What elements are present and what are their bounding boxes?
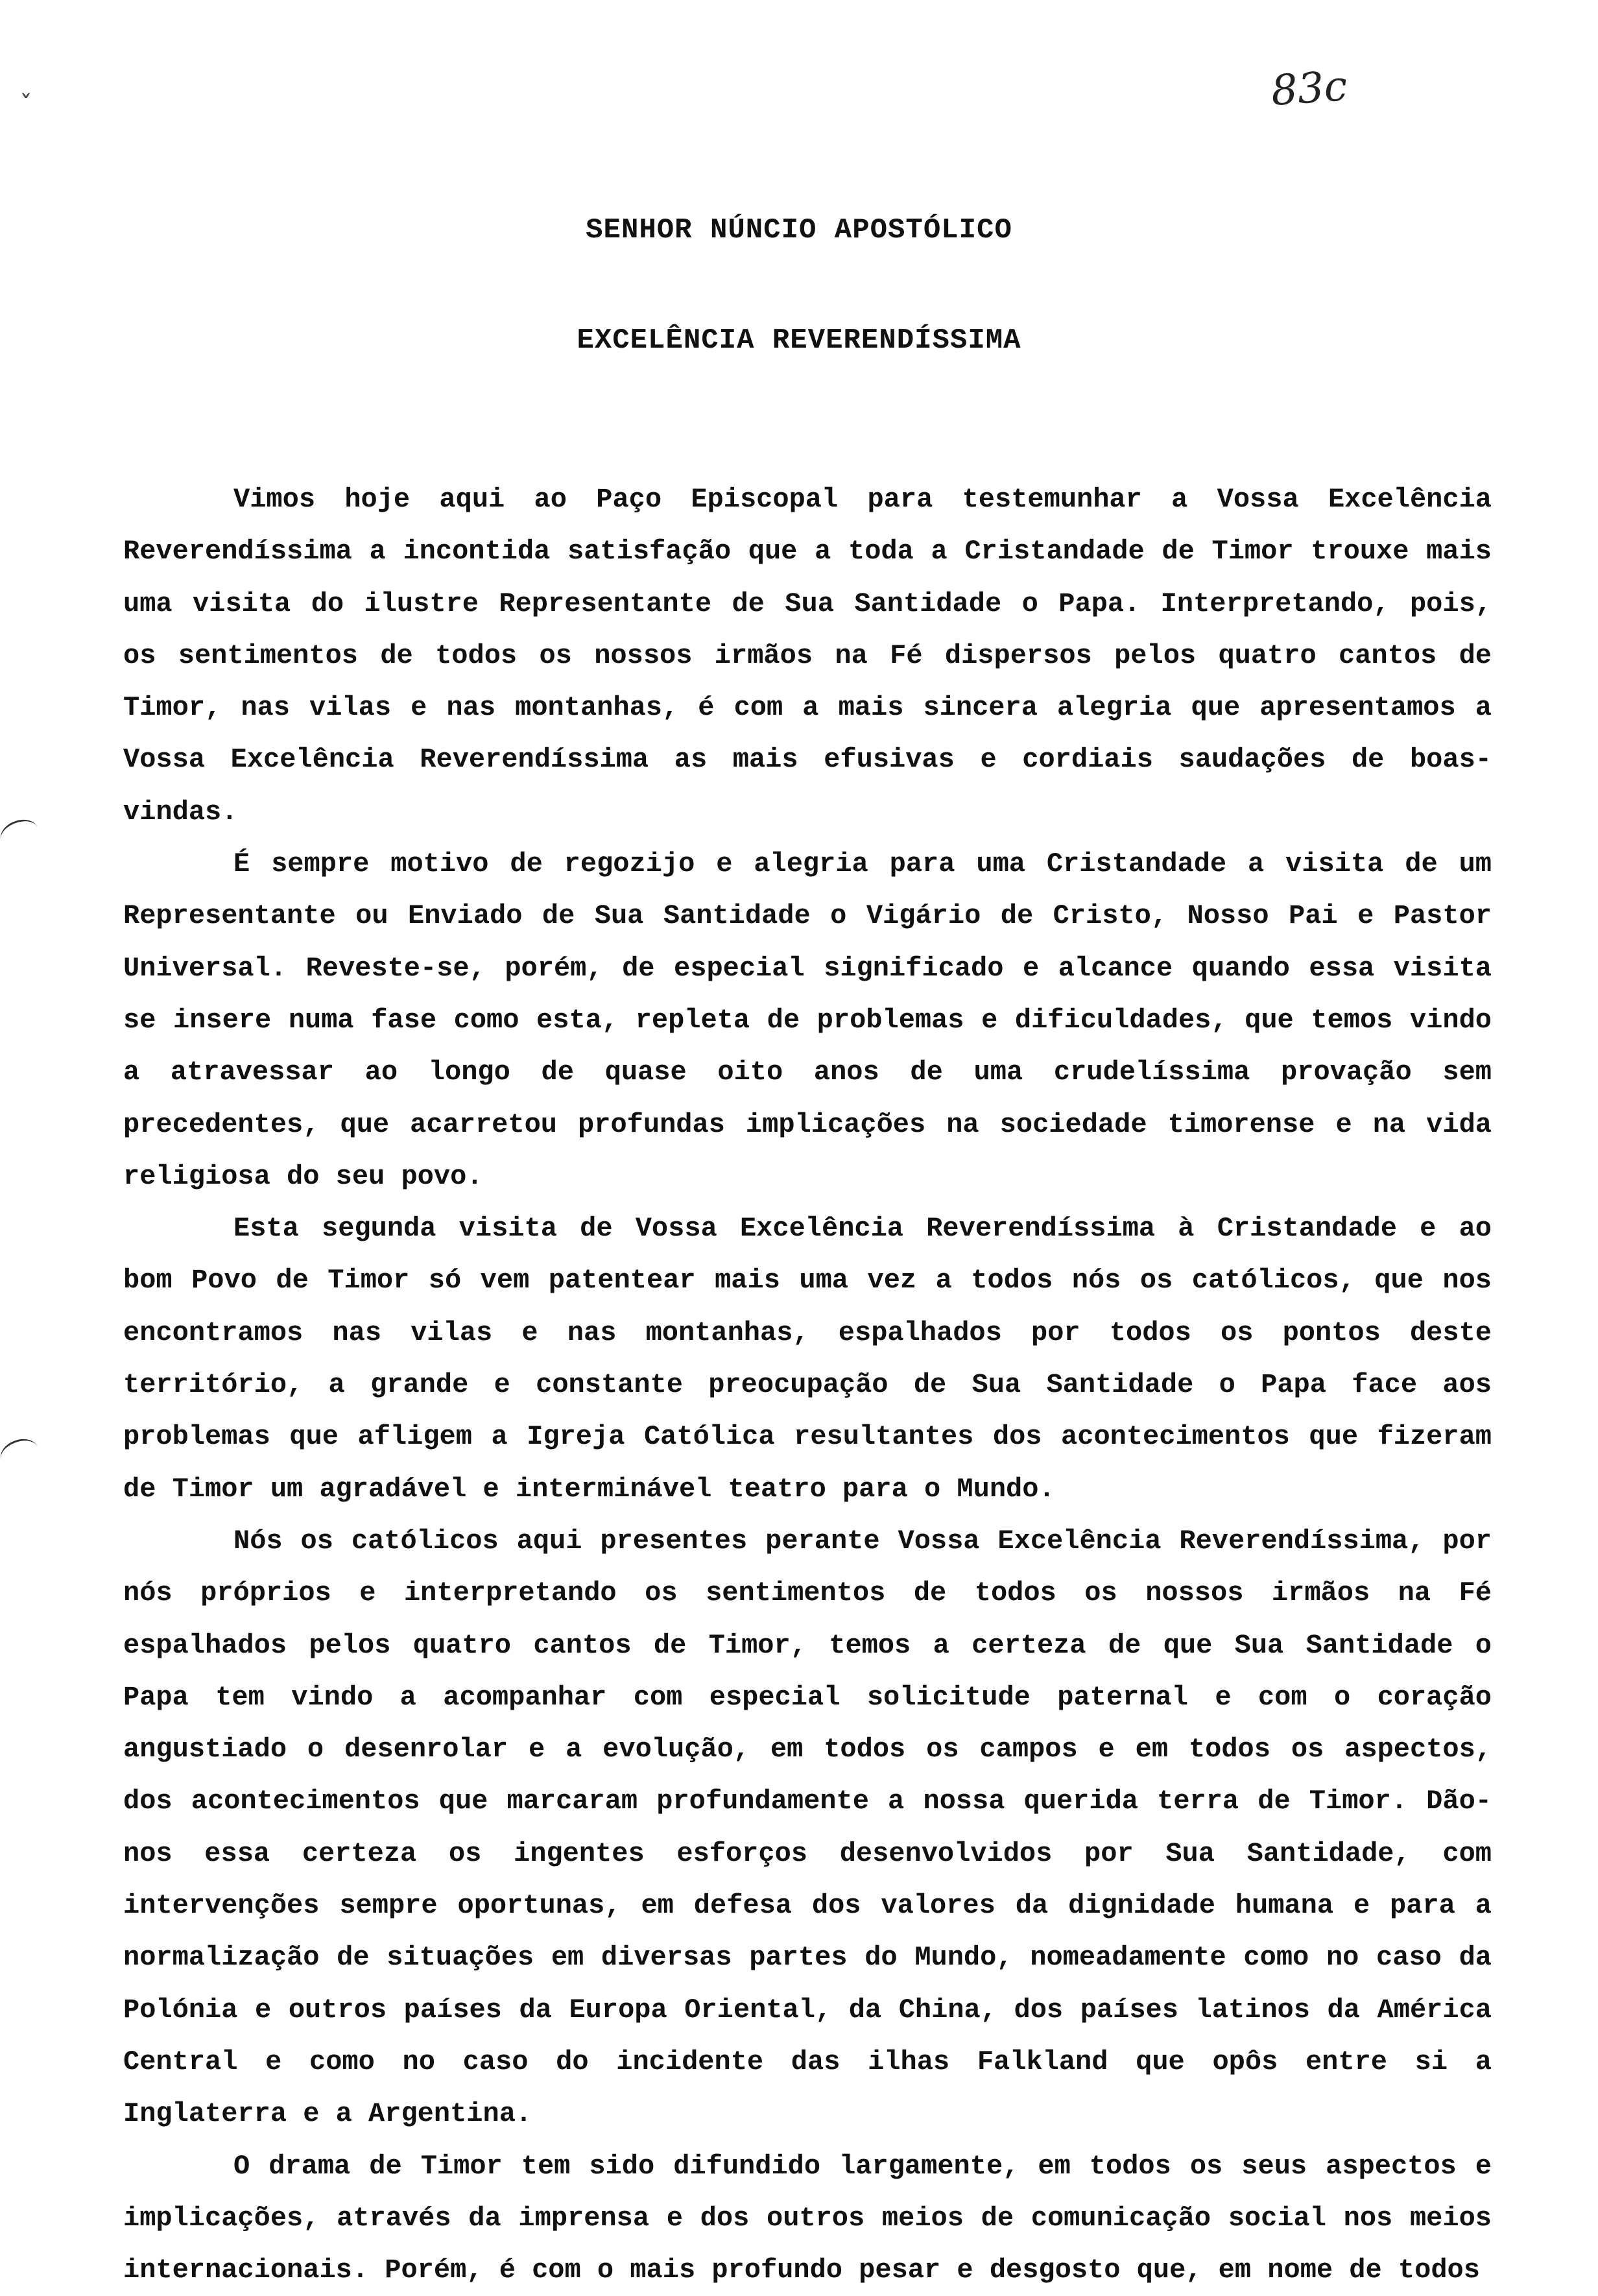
paragraph: O drama de Timor tem sido difundido largamente, em todos os seus aspectos e implicações, através da imprensa e dos outros meios de comunicação social nos meios internacionais. Porém, é com o mais profundo pesar e desgosto que, em nome de todos bbox=[123, 2140, 1492, 2296]
salutation-title: SENHOR NÚNCIO APOSTÓLICO bbox=[0, 214, 1598, 246]
paragraph: É sempre motivo de regozijo e alegria para uma Cristandade a visita de um Representante ou Enviado de Sua Santidade o Vigário de Cristo, Nosso Pai e Pastor Universal. Reveste-se, porém, de especial significado e alcance quando essa visita se insere numa fase como esta, repleta de problemas e dificuldades, que temos vindo a atravessar ao longo de quase oito anos de uma crudelíssima provação sem precedentes, que acarretou profundas implicações na sociedade timorense e na vida religiosa do seu povo. bbox=[123, 838, 1492, 1202]
paragraph: Vimos hoje aqui ao Paço Episcopal para testemunhar a Vossa Excelência Reverendíssima a incontida satisfação que a toda a Cristandade de Timor trouxe mais uma visita do ilustre Representante de Sua Santidade o Papa. Interpretando, pois, os sentimentos de todos os nossos irmãos na Fé dispersos pelos quatro cantos de Timor, nas vilas e nas montanhas, é com a mais sincera alegria que apresentamos a Vossa Excelência Reverendíssima as mais efusivas e cordiais saudações de boas-vindas. bbox=[123, 473, 1492, 838]
letter-body bbox=[123, 473, 1492, 2296]
paragraph: Esta segunda visita de Vossa Excelência Reverendíssima à Cristandade e ao bom Povo de Timor só vem patentear mais uma vez a todos nós os católicos, que nos encontramos nas vilas e nas montanhas, espalhados por todos os pontos deste território, a grande e constante preocupação de Sua Santidade o Papa face aos problemas que afligem a Igreja Católica resultantes dos acontecimentos que fizeram de Timor um agradável e interminável teatro para o Mundo. bbox=[123, 1202, 1492, 1515]
page-number: 83c bbox=[1270, 62, 1349, 115]
corner-mark: ˇ bbox=[19, 91, 32, 121]
margin-hole-mark bbox=[0, 1434, 43, 1474]
paragraph: Nós os católicos aqui presentes perante Vossa Excelência Reverendíssima, por nós próprios e interpretando os sentimentos de todos os nossos irmãos na Fé espalhados pelos quatro cantos de Timor, temos a certeza de que Sua Santidade o Papa tem vindo a acompanhar com especial solicitude paternal e com o coração angustiado o desenrolar e a evolução, em todos os campos e em todos os aspectos, dos acontecimentos que marcaram profundamente a nossa querida terra de Timor. Dão-nos essa certeza os ingentes esforços desenvolvidos por Sua Santidade, com intervenções sempre oportunas, em defesa dos valores da dignidade humana e para a normalização de situações em diversas partes do Mundo, nomeadamente como no caso da Polónia e outros países da Europa Oriental, da China, dos países latinos da América Central e como no caso do incidente das ilhas Falkland que opôs entre si a Inglaterra e a Argentina. bbox=[123, 1515, 1492, 2140]
margin-hole-mark bbox=[0, 815, 43, 854]
salutation-honorific: EXCELÊNCIA REVERENDÍSSIMA bbox=[0, 324, 1598, 357]
